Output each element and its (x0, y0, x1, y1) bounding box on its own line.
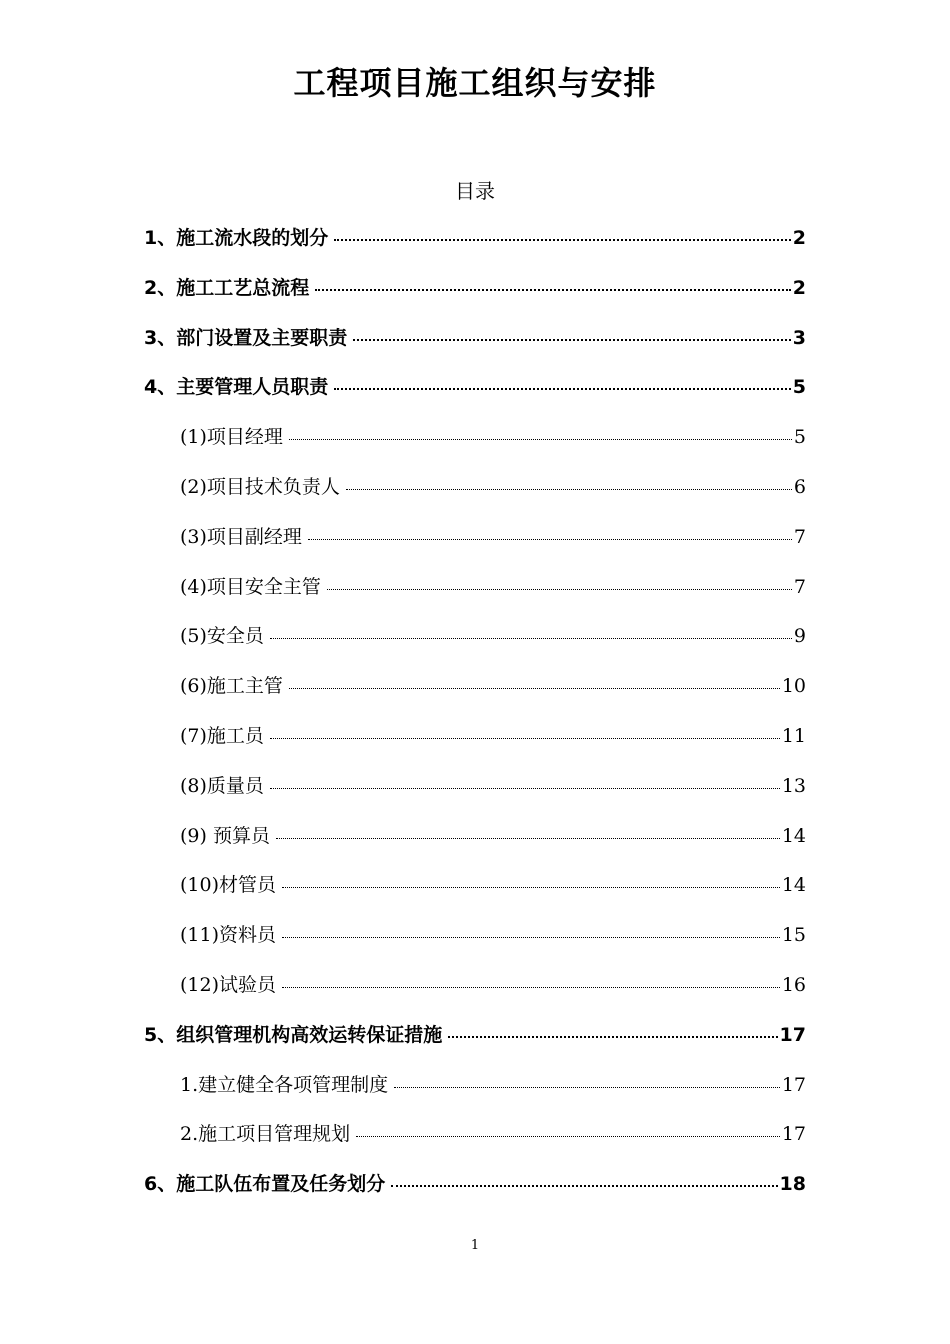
toc-entry[interactable] (144, 1018, 806, 1068)
toc-dot-leader (276, 822, 780, 842)
toc-entry-page: 2 (792, 227, 806, 249)
toc-entry-page: 18 (779, 1173, 806, 1196)
toc-dot-leader (270, 772, 780, 792)
toc-entry-page: 16 (781, 973, 806, 996)
toc-entry-page: 6 (793, 475, 806, 498)
toc-entry[interactable] (144, 918, 806, 968)
toc-dot-leader (334, 224, 791, 244)
toc-entry-label: (5)安全员 (180, 625, 264, 648)
toc-entry-label: (8)质量员 (180, 774, 264, 797)
toc-entry-page: 3 (792, 326, 806, 349)
toc-entry[interactable] (144, 769, 806, 819)
toc-entry[interactable] (144, 321, 806, 371)
toc-entry-label: (7)施工员 (180, 724, 264, 747)
toc-entry-label: (1)项目经理 (180, 426, 283, 449)
toc-entry[interactable] (144, 669, 806, 719)
toc-entry[interactable] (144, 619, 806, 669)
toc-heading: 目录 (455, 179, 495, 203)
toc-entry-label: (3)项目副经理 (180, 525, 302, 548)
toc-entry[interactable] (144, 968, 806, 1018)
toc-entry-page: 14 (781, 824, 806, 847)
toc-entry[interactable] (144, 221, 806, 271)
toc-entry-label: (4)项目安全主管 (180, 575, 321, 598)
toc-entry-page: 17 (781, 1123, 806, 1146)
toc-entry[interactable] (144, 868, 806, 918)
toc-entry-page: 5 (792, 376, 806, 399)
toc-entry-label: (12)试验员 (180, 973, 277, 996)
toc-dot-leader (282, 971, 780, 991)
toc-entry-label: 3、部门设置及主要职责 (144, 326, 348, 349)
toc-entry[interactable] (144, 271, 806, 321)
toc-entry-label: (9) 预算员 (180, 824, 270, 847)
toc-entry[interactable] (144, 420, 806, 470)
toc-dot-leader (315, 274, 791, 294)
toc-entry-page: 15 (781, 924, 806, 947)
toc-entry[interactable] (144, 719, 806, 769)
table-of-contents (144, 221, 806, 1217)
toc-entry[interactable] (144, 1117, 806, 1167)
page-number: 1 (470, 1238, 480, 1253)
toc-entry[interactable] (144, 570, 806, 620)
toc-entry-page: 2 (792, 276, 806, 299)
toc-dot-leader (353, 324, 791, 344)
toc-entry-label: 1、施工流水段的划分 (144, 227, 329, 249)
toc-entry-page: 7 (793, 575, 806, 598)
toc-entry-page: 17 (779, 1023, 806, 1046)
toc-dot-leader (327, 573, 792, 593)
toc-entry-page: 7 (793, 525, 806, 548)
toc-entry-label: 2、施工工艺总流程 (144, 276, 310, 299)
toc-entry-page: 17 (781, 1073, 806, 1096)
toc-entry-label: (11)资料员 (180, 924, 277, 947)
toc-entry-label: (6)施工主管 (180, 675, 283, 698)
toc-dot-leader (346, 473, 792, 493)
toc-entry[interactable] (144, 520, 806, 570)
toc-entry[interactable] (144, 470, 806, 520)
document-title: 工程项目施工组织与安排 (293, 64, 657, 102)
toc-entry-label: (10)材管员 (180, 874, 277, 897)
toc-dot-leader (391, 1170, 777, 1190)
toc-dot-leader (356, 1120, 780, 1140)
toc-entry-page: 9 (793, 625, 806, 648)
toc-dot-leader (394, 1071, 780, 1091)
toc-entry-label: (2)项目技术负责人 (180, 475, 340, 498)
toc-entry-label: 1.建立健全各项管理制度 (180, 1073, 389, 1096)
toc-entry-label: 2.施工项目管理规划 (180, 1123, 351, 1146)
toc-entry-page: 11 (781, 724, 806, 747)
toc-entry-page: 5 (793, 426, 806, 449)
toc-dot-leader (289, 423, 792, 443)
toc-entry-page: 10 (781, 675, 806, 698)
toc-dot-leader (289, 672, 780, 692)
toc-entry[interactable] (144, 819, 806, 869)
toc-entry[interactable] (144, 1167, 806, 1217)
toc-entry-label: 5、组织管理机构高效运转保证措施 (144, 1023, 443, 1046)
toc-entry-page: 14 (781, 874, 806, 897)
toc-dot-leader (448, 1021, 777, 1041)
toc-dot-leader (270, 622, 792, 642)
toc-dot-leader (334, 373, 791, 393)
toc-dot-leader (270, 722, 780, 742)
toc-dot-leader (308, 523, 792, 543)
toc-dot-leader (282, 921, 780, 941)
toc-entry[interactable] (144, 370, 806, 420)
toc-dot-leader (282, 871, 780, 891)
toc-entry-label: 6、施工队伍布置及任务划分 (144, 1173, 386, 1196)
toc-entry[interactable] (144, 1068, 806, 1118)
toc-entry-label: 4、主要管理人员职责 (144, 376, 329, 399)
toc-entry-page: 13 (781, 774, 806, 797)
